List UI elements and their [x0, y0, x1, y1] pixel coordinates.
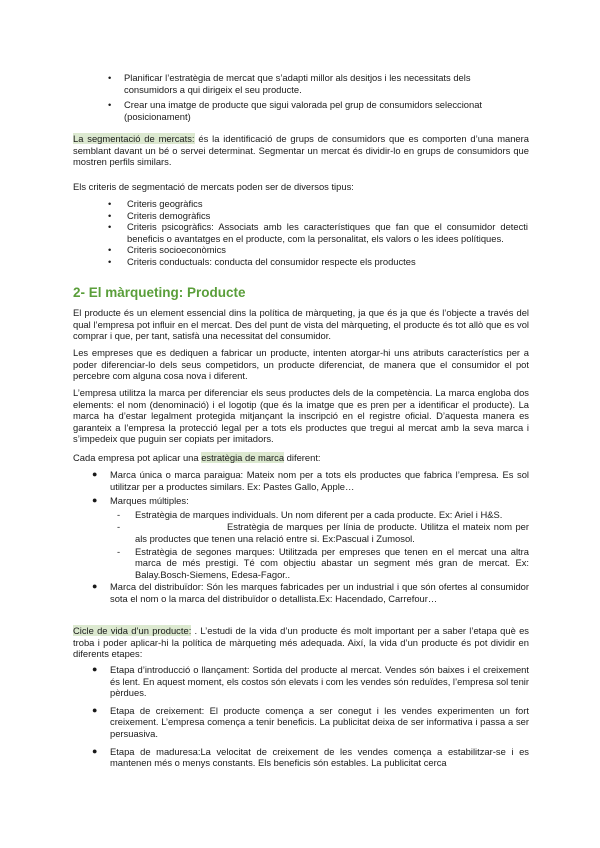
- bullet-icon: •: [108, 72, 112, 83]
- list-item: • Criteris psicogràfics: Associats amb les característiques que fan que el consumidor detecti beneficis o avantatges en el producte, com la personalitat, els valors o les idees polítiques.: [108, 221, 528, 244]
- marques-multiples-sublist: [110, 509, 529, 581]
- bullet-icon: •: [108, 198, 112, 209]
- list-item: • Criteris conductuals: conducta del consumidor respecte els productes: [108, 255, 416, 267]
- estrategia-term: estratègia de marca: [201, 452, 285, 463]
- segmentacio-term: La segmentació de mercats:: [73, 133, 195, 144]
- bullet-icon: ●: [92, 745, 98, 756]
- list-item: • Criteris geogràfics: [108, 198, 203, 209]
- bullet-icon: ●: [92, 704, 98, 715]
- list-item: ● Marca del distribuïdor: Són les marques fabricades per un industrial i que són ofertes al consumidor sota el nom o la marca del distribuïdor o detallista.Ex: Hacendado, Carrefour…: [92, 581, 529, 604]
- list-item: • Crear una imatge de producte que sigui valorada pel grup de consumidors seleccionat (posicionament): [108, 99, 483, 122]
- bullet-icon: ●: [92, 581, 98, 592]
- list-item: - Estratègia de marques individuals. Un nom diferent per a cada producte. Ex: Ariel i H&S.: [117, 508, 503, 520]
- list-item: ● Marca única o marca paraigua: Mateix nom per a tots els productes que fabrica l’empresa. Es sol utilitzar per a productes similars. Ex: Pastes Gallo, Apple…: [92, 469, 529, 492]
- cicle-paragraph: Cicle de vida d’un producte: . L’estudi de la vida d’un producte és molt important per a saber l’etapa què es troba i poder aplicar-hi la política de màrqueting més adequada. Així, la vida d’un producte és pot dividir en diferents etapes:: [73, 625, 529, 660]
- bullet-icon: ●: [92, 495, 98, 506]
- segmentacio-paragraph: La segmentació de mercats: és la identificació de grups de consumidors que es comporten d’una manera semblant davant un bé o servei determinat. Segmentar un mercat és dividir-lo en grups de consumidors que mostren perfils similars.: [73, 133, 529, 168]
- paragraph-producte: El producte és un element essencial dins la política de màrqueting, ja que és ja que és l’objecte a través del qual l’empresa pot influir en el mercat. Des del punt de vista del màrqueting, el producte és tot allò que es vol comprar i que, per tant, satisfà una necessitat del consumidor.: [73, 307, 529, 342]
- dash-icon: -: [117, 545, 121, 557]
- bullet-icon: •: [108, 221, 112, 233]
- list-item: - Estratègia de marques per línia de producte. Utilitza el mateix nom per als productes que tenen una relació entre si. Ex:Pascual i Zumosol.: [117, 521, 529, 544]
- bullet-icon: ●: [92, 469, 98, 479]
- list-item: • Criteris demogràfics: [108, 209, 211, 221]
- paragraph-marca: L’empresa utilitza la marca per diferenciar els seus productes dels de la competència. La marca engloba dos elements: el nom (denominació) i el logotip (que és la imatge que es pren per a identificar el producte). La marca ha d’estar legalment protegida mitjançant la inscripció en el registre oficial. D’aquesta manera es garanteix a l’empresa la protecció legal per a tots els productes que tregui al mercat amb la seva marca i s’impedeix que puguin ser copiats per imitadors.: [73, 387, 529, 445]
- list-item: ● Marques múltiples: - Estratègia de marques individuals. Un nom diferent per a cada producte. Ex: Ariel i H&S. - Estratègia de marques per línia de producte. Utilitza el mateix nom per als productes que tenen una relació entre si. Ex:Pascual i Zumosol. - Estratègia de segones marques: Utilitzada per empreses que tenen en el mercat una altra marca de més prestigi. Té com objectiu abastar un segment més gran de mercat. Ex: Balay.Bosch-Siemens, Edesa-Fagor..: [92, 495, 529, 580]
- list-item: - Estratègia de segones marques: Utilitzada per empreses que tenen en el mercat una altra marca de més prestigi. Té com objectiu abastar un segment més gran de mercat. Ex: Balay.Bosch-Siemens, Edesa-Fagor..: [117, 545, 529, 580]
- dash-icon: -: [117, 508, 121, 520]
- list-item: ● Etapa d’introducció o llançament: Sortida del producte al mercat. Vendes són baixes i el creixement és lent. En aquest moment, els costos són elevats i com les vendes són reduïdes, l’empresa sol tenir pèrdues.: [92, 664, 529, 699]
- paragraph-empreses: Les empreses que es dediquen a fabricar un producte, intenten atorgar-hi uns atributs característics per a poder diferenciar-lo dels seus competidors, un producte diferenciat, de manera que el consumidor el pot percebre com alguna cosa nova i diferent.: [73, 347, 529, 382]
- criteris-intro: Els criteris de segmentació de mercats poden ser de diversos tipus:: [73, 181, 354, 192]
- list-item: • Criteris socioeconòmics: [108, 244, 226, 256]
- list-item: ● Etapa de creixement: El producte comença a ser conegut i les vendes experimenten un fort creixement. L’empresa comença a tenir beneficis. La publicitat deixa de ser informativa i passa a ser persuasiva.: [92, 704, 529, 739]
- estrategia-intro: Cada empresa pot aplicar una estratègia de marca diferent:: [73, 452, 321, 463]
- marca-list: [92, 469, 529, 605]
- intro-bullet-list: [108, 72, 508, 126]
- bullet-icon: •: [108, 99, 112, 111]
- criteris-list: [108, 198, 528, 268]
- bullet-icon: •: [108, 244, 112, 256]
- section-heading: 2- El màrqueting: Producte: [73, 285, 246, 300]
- etapes-list: [92, 664, 529, 769]
- list-item: • Planificar l’estratègia de mercat que s’adapti millor als desitjos i les necessitats dels consumidors a qui dirigeix el seu producte.: [108, 72, 471, 95]
- bullet-icon: ●: [92, 664, 98, 674]
- bullet-icon: •: [108, 209, 112, 221]
- bullet-icon: •: [108, 255, 112, 267]
- cicle-term: Cicle de vida d’un producte:: [73, 625, 192, 636]
- list-item: ● Etapa de maduresa:La velocitat de creixement de les vendes comença a estabilitzar-se i es mantenen més o menys constants. Els beneficis són estables. La publicitat cerca: [92, 745, 529, 769]
- dash-icon: -: [117, 521, 121, 533]
